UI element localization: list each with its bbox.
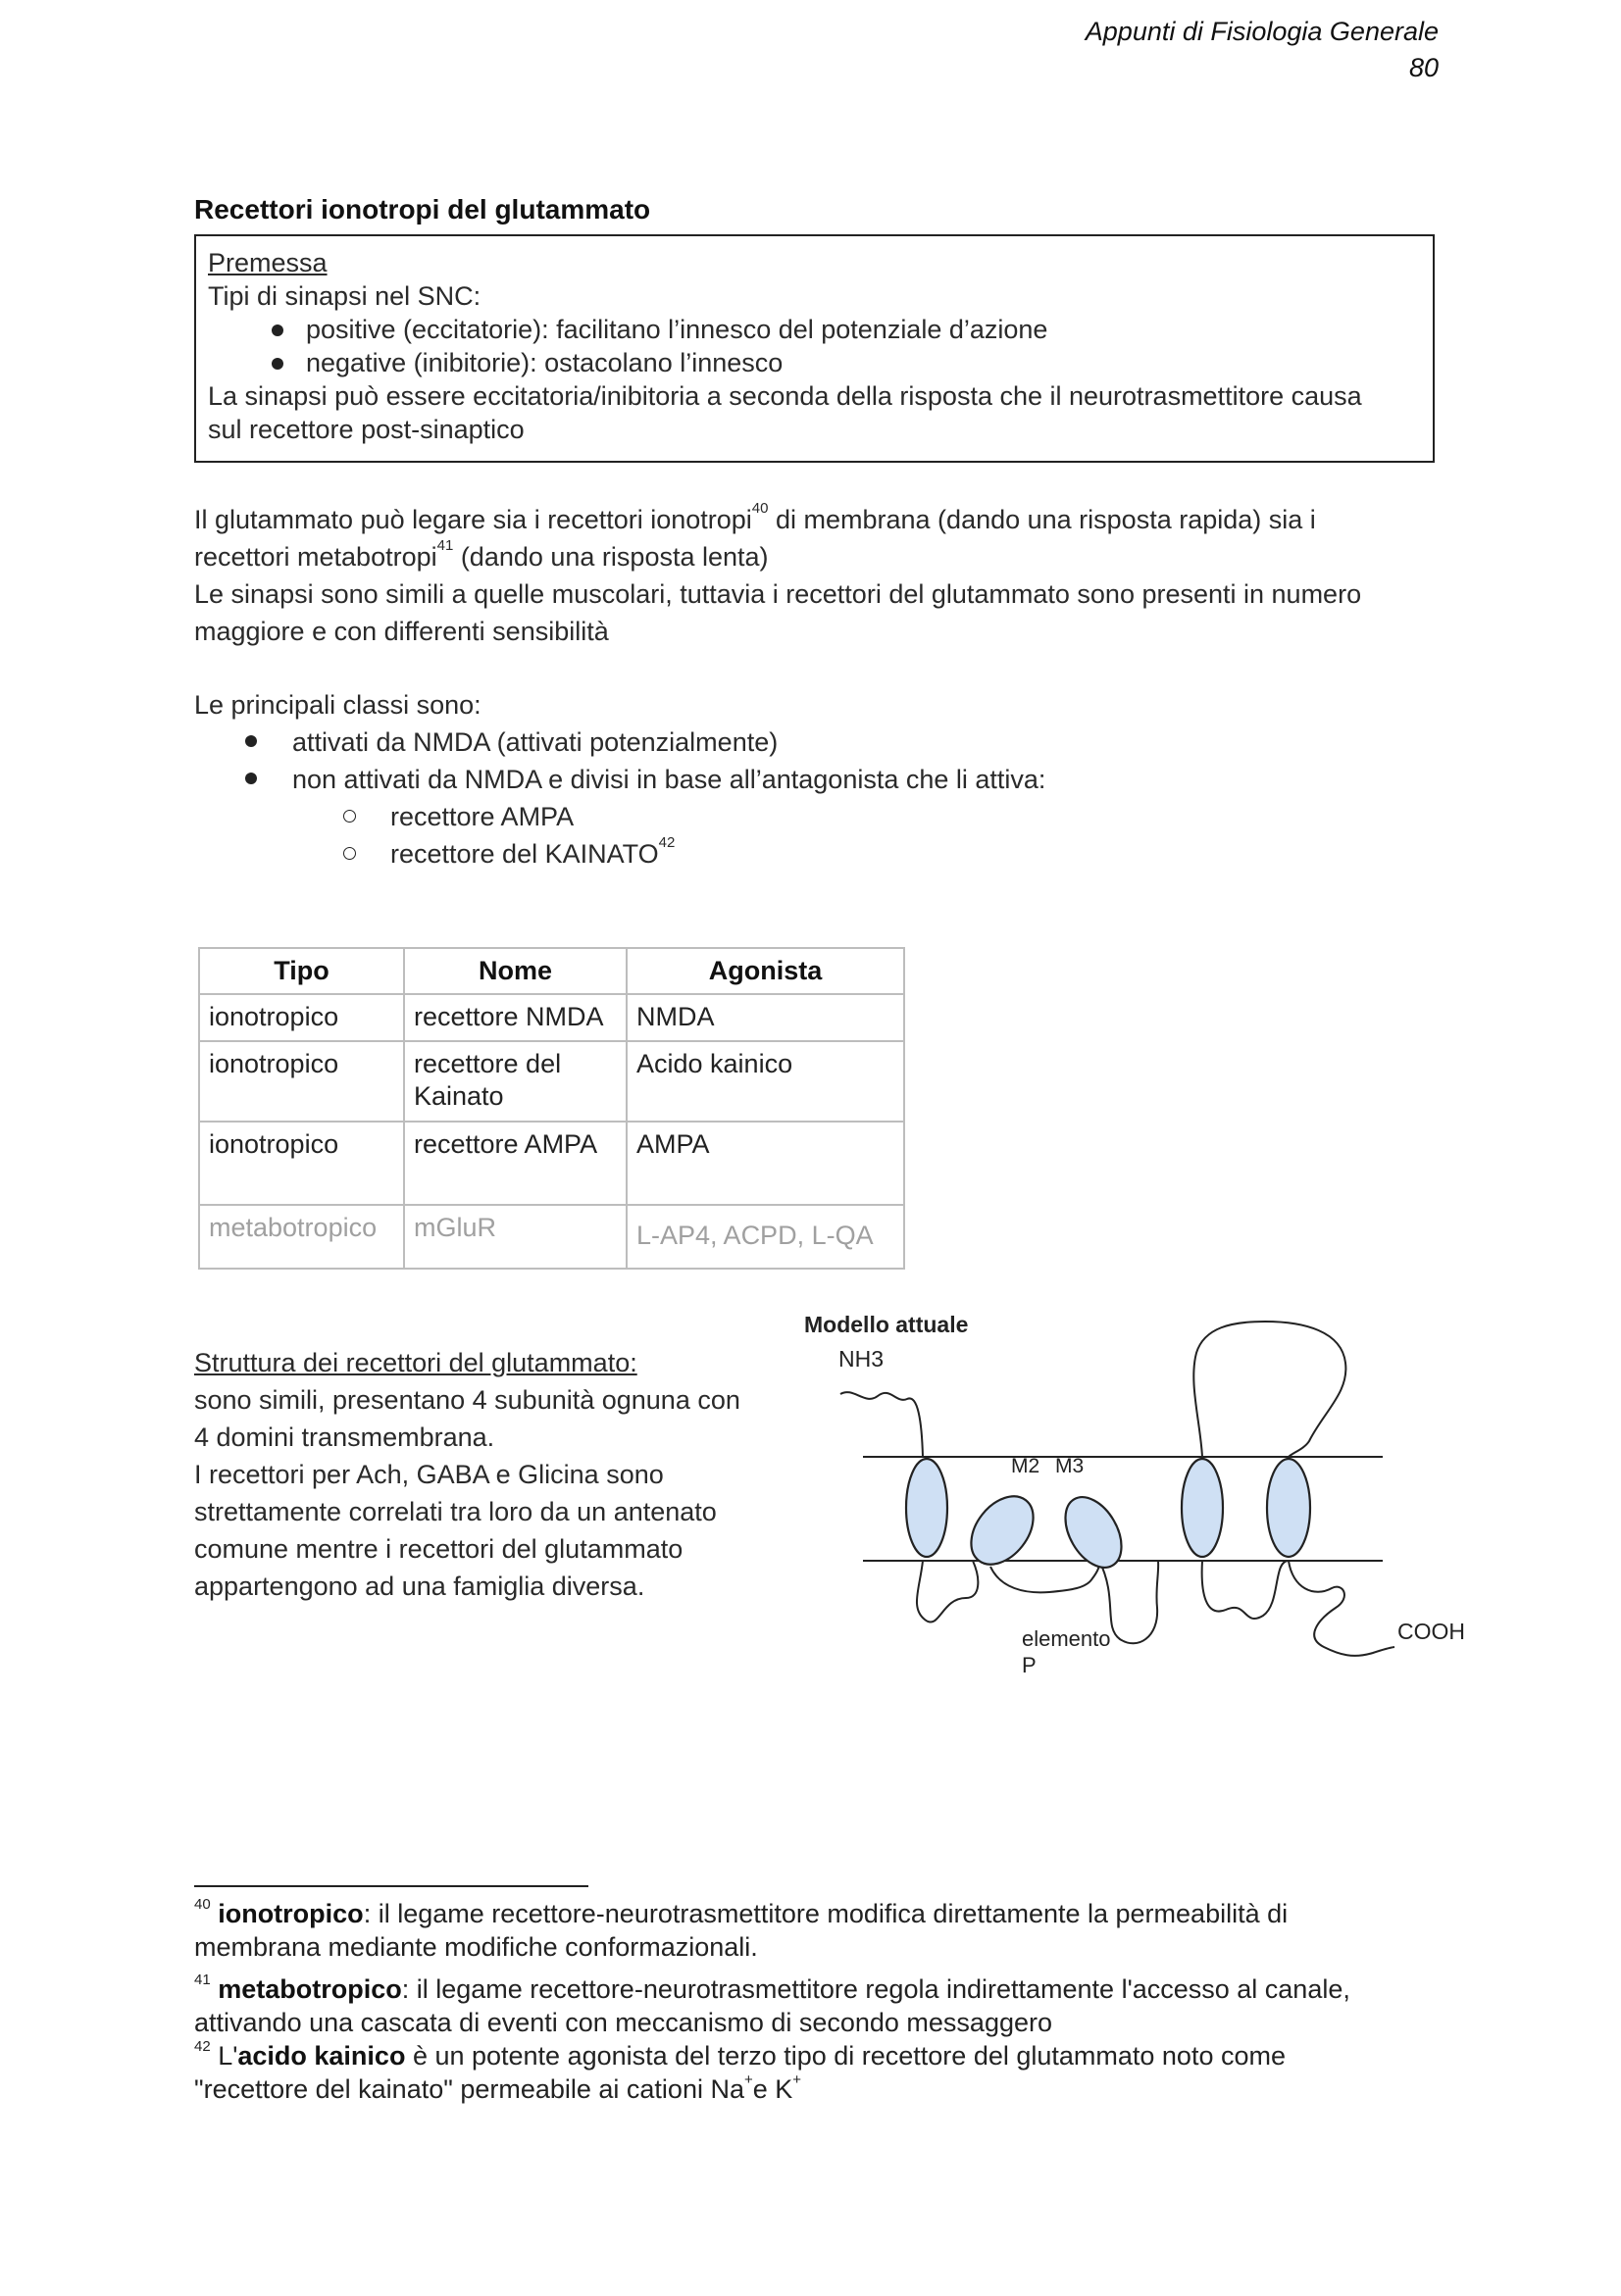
footnote-term: metabotropico (218, 1974, 402, 2004)
sub-list-item (194, 835, 1449, 873)
table-cell: recettore del Kainato (404, 1041, 627, 1122)
bullet-icon (245, 735, 257, 747)
footnote-term: ionotropico (218, 1899, 364, 1928)
table-cell: recettore AMPA (404, 1122, 627, 1205)
footnote-40 (194, 1897, 1449, 1964)
paragraph-line: maggiore e con differenti sensibilità (194, 617, 609, 646)
cooh-label: COOH (1397, 1619, 1465, 1644)
header-title: Appunti di Fisiologia Generale (1085, 17, 1439, 46)
list-item (194, 761, 1449, 798)
footnote-ref[interactable]: 42 (658, 834, 676, 851)
table-cell: recettore NMDA (404, 994, 627, 1041)
text-span: : il legame recettore-neurotrasmettitore regola indirettamente l'accesso al canale, (401, 1974, 1350, 2004)
footnote-line: membrana mediante modifiche conformazionali. (194, 1932, 758, 1962)
footnote-number: 41 (194, 1972, 211, 1988)
footnote-line (194, 1972, 1449, 2006)
nh3-label: NH3 (838, 1346, 885, 1372)
text-span: Il glutammato può legare sia i recettori ionotropi (194, 505, 752, 534)
n-terminus-chain (840, 1392, 923, 1457)
intro-paragraph (194, 501, 1449, 650)
element-label: elemento (1022, 1626, 1111, 1651)
paragraph-line: appartengono ad una famiglia diversa. (194, 1572, 645, 1601)
m2-helix (959, 1484, 1046, 1575)
table-row (199, 1122, 904, 1205)
superscript: + (792, 2071, 802, 2088)
table-header: Nome (404, 948, 627, 994)
transmembrane-helix (1267, 1459, 1310, 1557)
table-cell: L-AP4, ACPD, L-QA (627, 1205, 904, 1269)
footnote-number: 42 (194, 2038, 211, 2055)
transmembrane-helix (1182, 1459, 1223, 1557)
loop-m4-m5 (1202, 1561, 1289, 1619)
list-item-text: non attivati da NMDA e divisi in base all’antagonista che li attiva: (292, 765, 1046, 794)
table-cell: ionotropico (199, 1041, 404, 1122)
table-cell: NMDA (627, 994, 904, 1041)
text-span: : il legame recettore-neurotrasmettitore modifica direttamente la permeabilità di (363, 1899, 1289, 1928)
premessa-bullet-text: positive (eccitatorie): facilitano l’innesco del potenziale d’azione (306, 315, 1048, 344)
footnote-line (194, 2039, 1449, 2072)
footnote-41 (194, 1972, 1449, 2039)
loop-m1-m2 (917, 1561, 978, 1622)
paragraph-line: I recettori per Ach, GABA e Glicina sono (194, 1460, 664, 1489)
text-span: è un potente agonista del terzo tipo di recettore del glutammato noto come (405, 2041, 1286, 2071)
structure-paragraph (194, 1344, 783, 1605)
footnote-ref[interactable]: 41 (436, 537, 454, 554)
paragraph-line: strettamente correlati tra loro da un antenato (194, 1497, 717, 1526)
table-row (199, 1041, 904, 1122)
paragraph-line (194, 538, 1449, 575)
paragraph-line: 4 domini transmembrana. (194, 1423, 495, 1452)
table-header-row (199, 948, 904, 994)
footnote-line (194, 2072, 1449, 2106)
bullet-icon (245, 773, 257, 784)
text-span: (dando una risposta lenta) (453, 542, 769, 572)
sub-list-item (194, 798, 1449, 835)
premessa-bullet (208, 313, 1433, 346)
structure-title: Struttura dei recettori del glutammato: (194, 1348, 637, 1377)
list-item-text: attivati da NMDA (attivati potenzialmente) (292, 727, 779, 757)
paragraph-line: comune mentre i recettori del glutammato (194, 1534, 684, 1564)
running-header (1086, 14, 1439, 86)
paragraph-line: Le sinapsi sono simili a quelle muscolari, tuttavia i recettori del glutammato sono presenti in numero (194, 579, 1362, 609)
text-span: "recettore del kainato" permeabile ai cationi Na (194, 2074, 744, 2104)
m2-label: M2 (1011, 1455, 1040, 1477)
premessa-intro: Tipi di sinapsi nel SNC: (208, 281, 481, 311)
footnote-separator (194, 1885, 588, 1887)
text-span: recettori metabotropi (194, 542, 437, 572)
premessa-title: Premessa (208, 248, 328, 277)
receptor-model-diagram (794, 1304, 1481, 1696)
circle-bullet-icon (343, 810, 356, 823)
bullet-icon (272, 324, 283, 336)
list-item-text: recettore AMPA (390, 802, 575, 831)
table-cell: Acido kainico (627, 1041, 904, 1122)
paragraph-line (194, 501, 1449, 538)
text-span: di membrana (dando una risposta rapida) sia i (768, 505, 1316, 534)
transmembrane-helix (906, 1459, 947, 1557)
receptor-table (198, 947, 905, 1270)
table-cell: ionotropico (199, 1122, 404, 1205)
footnote-42 (194, 2039, 1449, 2106)
footnote-term: acido kainico (237, 2041, 406, 2071)
classes-intro: Le principali classi sono: (194, 690, 481, 720)
premessa-bullet (208, 346, 1433, 379)
footnote-line: attivando una cascata di eventi con meccanismo di secondo messaggero (194, 2008, 1053, 2037)
page-number: 80 (1408, 53, 1439, 82)
table-cell: metabotropico (199, 1205, 404, 1269)
premessa-bullet-text: negative (inibitorie): ostacolano l’innesco (306, 348, 784, 377)
paragraph-line: sono simili, presentano 4 subunità ognuna con (194, 1385, 740, 1415)
table-header: Tipo (199, 948, 404, 994)
table-row (199, 1205, 904, 1269)
text-span: L' (210, 2041, 238, 2071)
premessa-note-line: La sinapsi può essere eccitatoria/inibitoria a seconda della risposta che il neurotrasmettitore causa (208, 381, 1362, 411)
footnote-line (194, 1897, 1449, 1930)
circle-bullet-icon (343, 847, 356, 860)
list-item (194, 724, 1449, 761)
diagram-title: Modello attuale (804, 1312, 969, 1337)
premessa-box (194, 234, 1435, 463)
table-header: Agonista (627, 948, 904, 994)
section-title: Recettori ionotropi del glutammato (194, 194, 651, 225)
extracellular-loop (1193, 1322, 1345, 1457)
footnote-ref[interactable]: 40 (751, 500, 769, 517)
text-span: e K (752, 2074, 793, 2104)
m3-label: M3 (1055, 1455, 1085, 1477)
table-row (199, 994, 904, 1041)
list-item-text: recettore del KAINATO (390, 839, 659, 869)
element-p-label: P (1022, 1653, 1037, 1677)
p-element-loop (990, 1557, 1102, 1592)
table-cell: AMPA (627, 1122, 904, 1205)
m3-helix (1054, 1487, 1134, 1577)
classes-list (194, 686, 1449, 873)
superscript: + (743, 2071, 753, 2088)
table-cell: ionotropico (199, 994, 404, 1041)
c-terminus-chain (1289, 1561, 1394, 1656)
table-cell: mGluR (404, 1205, 627, 1269)
footnote-number: 40 (194, 1896, 211, 1913)
premessa-note-line: sul recettore post-sinaptico (208, 415, 525, 444)
bullet-icon (272, 358, 283, 370)
